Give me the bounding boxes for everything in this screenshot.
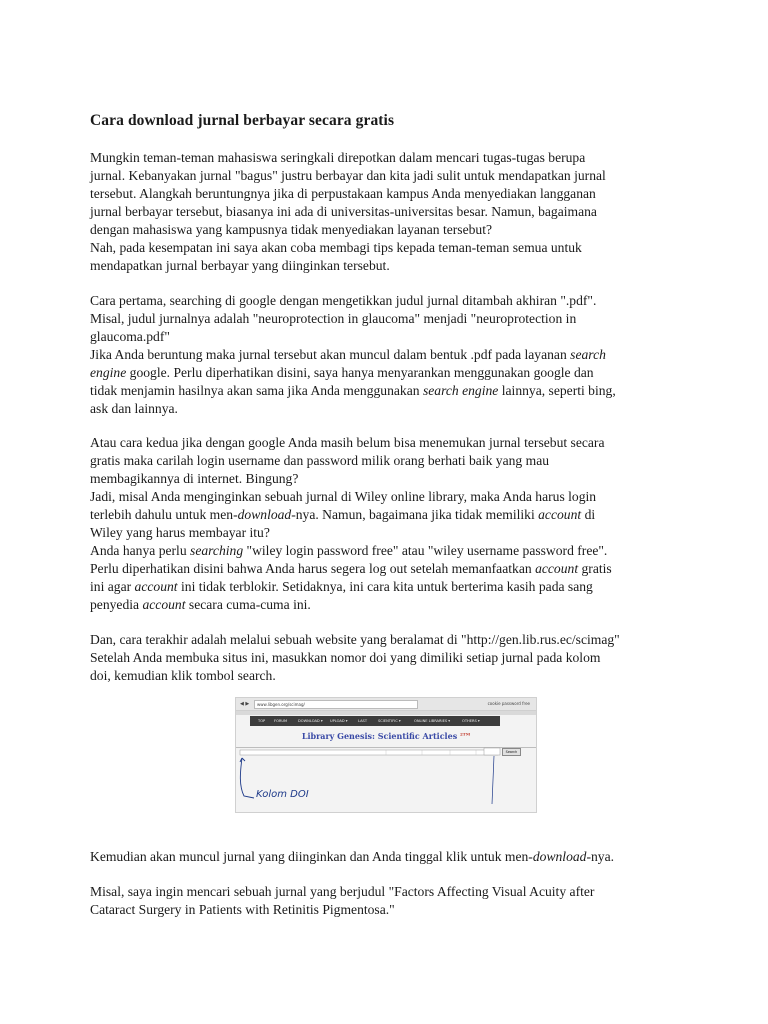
text-run: penyedia [90, 597, 143, 612]
text-run: di [581, 507, 596, 522]
document-title: Cara download jurnal berbayar secara gratis [90, 112, 395, 129]
nav-item: FORUM [274, 719, 288, 723]
italic-term: searching [190, 543, 244, 558]
text-line [90, 382, 690, 400]
text-line [90, 346, 690, 364]
text-line: jurnal. Kebanyakan jurnal "bagus" justru berbayar dan kita jadi sulit untuk mendapatkan jurnal [90, 168, 606, 183]
text-run: -nya. [586, 849, 615, 864]
text-run: secara cuma-cuma ini. [185, 597, 311, 612]
text-line: Cara pertama, searching di google dengan mengetikkan judul jurnal ditambah akhiran ".pdf". [90, 293, 597, 308]
text-run: -nya. Namun, bagaimana jika tidak memiliki [291, 507, 539, 522]
italic-term: search [570, 347, 606, 362]
paragraph-example [90, 883, 690, 919]
text-run: ini tidak terblokir. Setidaknya, ini cara kita untuk berterima kasih pada sang [177, 579, 593, 594]
text-line: Misal, judul jurnalnya adalah "neuroprotection in glaucoma" menjadi "neuroprotection in [90, 311, 577, 326]
text-run: gratis [578, 561, 612, 576]
text-run: Jika Anda beruntung maka jurnal tersebut akan muncul dalam bentuk .pdf pada layanan [90, 347, 571, 362]
text-line [90, 506, 690, 524]
text-line [90, 560, 690, 578]
text-line: jurnal berbayar tersebut, biasanya ini ada di universitas-universitas besar. Namun, bagaimana [90, 204, 597, 219]
text-run: Kemudian akan muncul jurnal yang diinginkan dan Anda tinggal klik untuk men- [90, 849, 533, 864]
site-title-text: Library Genesis: Scientific Articles [301, 731, 458, 741]
nav-item: UPLOAD ▾ [330, 719, 348, 723]
paragraph-third-method [90, 631, 690, 685]
text-line: tersebut. Alangkah beruntungnya jika di perpustakaan kampus Anda menyediakan langganan [90, 186, 596, 201]
text-run: Perlu diperhatikan disini bahwa Anda harus segera log out setelah memanfaatkan [90, 561, 536, 576]
italic-term: search engine [422, 383, 499, 398]
paragraph-second-method [90, 434, 690, 614]
text-line: Jadi, misal Anda menginginkan sebuah jurnal di Wiley online library, maka Anda harus login [90, 489, 597, 504]
text-run: "wiley login password free" atau "wiley username password free". [243, 543, 608, 558]
text-line: membagikannya di internet. Bingung? [90, 471, 299, 486]
text-run: google. Perlu diperhatikan disini, saya hanya menyarankan menggunakan google dan [126, 365, 594, 380]
text-line: Cataract Surgery in Patients with Retinitis Pigmentosa." [90, 902, 395, 917]
text-line: Wiley yang harus membayar itu? [90, 525, 270, 540]
text-run: tidak menjamin hasilnya akan sama jika Anda menggunakan [90, 383, 423, 398]
text-run: lainnya, seperti bing, [498, 383, 616, 398]
italic-term: engine [90, 365, 127, 380]
paragraph-first-method [90, 292, 690, 418]
text-line: Misal, saya ingin mencari sebuah jurnal yang berjudul "Factors Affecting Visual Acuity after [90, 884, 595, 899]
text-line [90, 848, 690, 866]
text-line [90, 596, 690, 614]
text-line: doi, kemudian klik tombol search. [90, 668, 276, 683]
text-line: gratis maka carilah login username dan password milik orang berhati baik yang mau [90, 453, 550, 468]
italic-term: download [237, 507, 292, 522]
italic-term: account [538, 507, 582, 522]
nav-item: SCIENTIFIC ▾ [378, 719, 401, 723]
text-line [90, 364, 690, 382]
italic-term: account [142, 597, 186, 612]
text-run: Anda hanya perlu [90, 543, 191, 558]
text-run: ini agar [90, 579, 135, 594]
paragraph-intro [90, 149, 690, 275]
text-line [90, 578, 690, 596]
text-line: Dan, cara terakhir adalah melalui sebuah website yang beralamat di "http://gen.lib.rus.ec/scimag" [90, 632, 620, 647]
italic-term: account [535, 561, 579, 576]
text-line: Setelah Anda membuka situs ini, masukkan nomor doi yang dimiliki setiap jurnal pada kolom [90, 650, 601, 665]
paragraph-result [90, 848, 690, 866]
text-line: Mungkin teman-teman mahasiswa seringkali direpotkan dalam mencari tugas-tugas berupa [90, 150, 586, 165]
italic-term: download [532, 849, 587, 864]
text-line: ask dan lainnya. [90, 401, 178, 416]
text-run: terlebih dahulu untuk men- [90, 507, 238, 522]
text-line: Atau cara kedua jika dengan google Anda masih belum bisa menemukan jurnal tersebut secara [90, 435, 605, 450]
libgen-screenshot [235, 697, 537, 813]
text-line [90, 542, 690, 560]
search-button: Search [502, 748, 521, 756]
text-line: glaucoma.pdf" [90, 329, 170, 344]
nav-item: LAST [358, 719, 368, 723]
url-field: www.libgen.org/scimag/ [254, 700, 418, 709]
browser-search-field: cookie password free [487, 701, 530, 706]
back-icon: ◀ ▶ [240, 701, 250, 707]
nav-item: TOP [258, 719, 266, 723]
nav-item: DOWNLOAD ▾ [298, 719, 323, 723]
text-line: dengan mahasiswa yang kampusnya tidak menyediakan layanan tersebut? [90, 222, 493, 237]
italic-term: account [134, 579, 178, 594]
nav-item: ONLINE LIBRARIES ▾ [414, 719, 451, 723]
text-line: mendapatkan jurnal berbayar yang diinginkan tersebut. [90, 258, 390, 273]
nav-item: OTHERS ▾ [462, 719, 480, 723]
site-title-sup: 2TM [460, 731, 471, 737]
text-line: Nah, pada kesempatan ini saya akan coba membagi tips kepada teman-teman semua untuk [90, 240, 582, 255]
annotation-label: Kolom DOI [256, 789, 309, 800]
